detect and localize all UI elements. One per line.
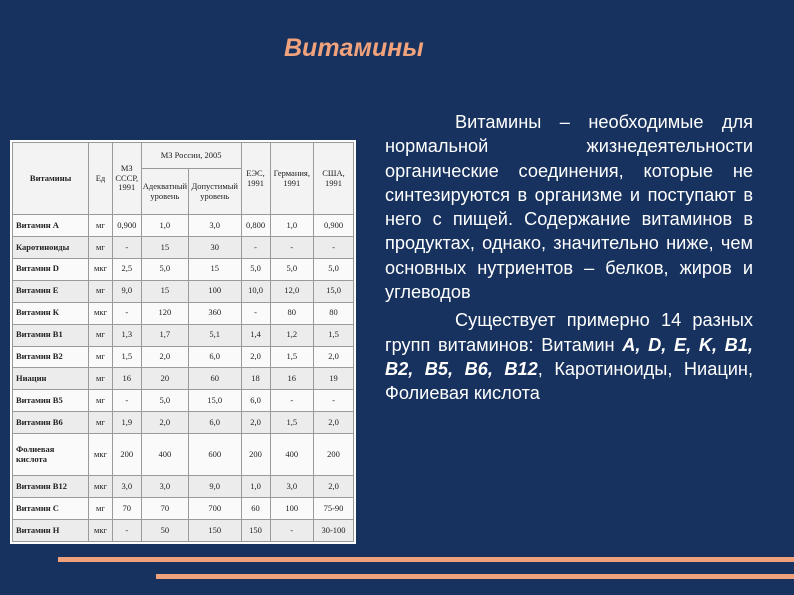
cell-germany: 400 (270, 434, 314, 476)
cell-eec: 1,0 (241, 476, 270, 498)
cell-allowed: 15,0 (188, 390, 241, 412)
cell-ussr: 1,9 (112, 412, 141, 434)
cell-unit: мг (89, 390, 113, 412)
cell-name: Витамин Н (13, 519, 89, 541)
cell-unit: мг (89, 236, 113, 258)
cell-unit: мкг (89, 258, 113, 280)
decor-line-top (58, 557, 794, 562)
cell-allowed: 3,0 (188, 215, 241, 237)
cell-adequate: 1,7 (141, 324, 188, 346)
cell-adequate: 70 (141, 497, 188, 519)
header-germany: Германия, 1991 (270, 143, 314, 215)
cell-ussr: - (112, 236, 141, 258)
cell-adequate: 400 (141, 434, 188, 476)
cell-ussr: - (112, 390, 141, 412)
header-allowed: Допустимый уровень (188, 169, 241, 215)
groups-rest: , Каротиноиды, Ниацин, Фолиевая кислота (385, 358, 754, 404)
cell-adequate: 5,0 (141, 390, 188, 412)
cell-allowed: 100 (188, 280, 241, 302)
cell-allowed: 150 (188, 519, 241, 541)
header-adequate: Адекватный уровень (141, 169, 188, 215)
cell-usa: 2,0 (314, 412, 354, 434)
cell-name: Витамин D (13, 258, 89, 280)
cell-ussr: 1,5 (112, 346, 141, 368)
cell-germany: - (270, 236, 314, 258)
paragraph-groups (385, 308, 753, 405)
cell-unit: мкг (89, 476, 113, 498)
cell-germany: 100 (270, 497, 314, 519)
cell-eec: 2,0 (241, 412, 270, 434)
cell-name: Витамин В1 (13, 324, 89, 346)
table-row (13, 412, 354, 434)
cell-allowed: 9,0 (188, 476, 241, 498)
cell-eec: 200 (241, 434, 270, 476)
cell-unit: мг (89, 346, 113, 368)
cell-name: Фолиевая кислота (13, 434, 89, 476)
cell-name: Витамин В12 (13, 476, 89, 498)
slide-title: Витамины (284, 34, 424, 62)
cell-name: Ниацин (13, 368, 89, 390)
cell-name: Витамин Е (13, 280, 89, 302)
cell-germany: - (270, 390, 314, 412)
cell-unit: мг (89, 497, 113, 519)
vitamins-table-image (10, 140, 356, 544)
cell-allowed: 30 (188, 236, 241, 258)
table-row (13, 302, 354, 324)
cell-usa: 2,0 (314, 346, 354, 368)
cell-eec: 2,0 (241, 346, 270, 368)
cell-eec: 150 (241, 519, 270, 541)
cell-adequate: 1,0 (141, 215, 188, 237)
cell-adequate: 50 (141, 519, 188, 541)
cell-usa: 2,0 (314, 476, 354, 498)
cell-ussr: 16 (112, 368, 141, 390)
cell-germany: 1,5 (270, 346, 314, 368)
cell-usa: 1,5 (314, 324, 354, 346)
cell-ussr: 0,900 (112, 215, 141, 237)
cell-unit: мг (89, 280, 113, 302)
cell-eec: - (241, 236, 270, 258)
cell-usa: 30-100 (314, 519, 354, 541)
cell-name: Витамин К (13, 302, 89, 324)
cell-allowed: 700 (188, 497, 241, 519)
table-row (13, 324, 354, 346)
cell-eec: 18 (241, 368, 270, 390)
cell-germany: 1,0 (270, 215, 314, 237)
cell-allowed: 360 (188, 302, 241, 324)
header-unit: Ед (89, 143, 113, 215)
vitamins-table-body (13, 215, 354, 542)
cell-name: Витамин В5 (13, 390, 89, 412)
cell-ussr: 2,5 (112, 258, 141, 280)
header-russia-2005: МЗ России, 2005 (141, 143, 241, 169)
cell-germany: 5,0 (270, 258, 314, 280)
cell-name: Витамин В2 (13, 346, 89, 368)
cell-eec: 10,0 (241, 280, 270, 302)
cell-ussr: 3,0 (112, 476, 141, 498)
cell-eec: 1,4 (241, 324, 270, 346)
cell-usa: 15,0 (314, 280, 354, 302)
paragraph-definition: Витамины – необходимые для нормальной жизнедеятельности органические соединения, которые не синтезируются в организме и поступают в него с пищей. Содержание витаминов в продуктах, однако, значительно ниже, чем основных нутриентов – белков, жиров и углеводов (385, 112, 753, 303)
table-row (13, 434, 354, 476)
cell-allowed: 15 (188, 258, 241, 280)
cell-eec: - (241, 302, 270, 324)
cell-ussr: - (112, 519, 141, 541)
header-ussr: МЗ СССР, 1991 (112, 143, 141, 215)
cell-germany: 12,0 (270, 280, 314, 302)
groups-intro: Существует примерно 14 разных групп витаминов: Витамин (385, 310, 753, 355)
table-row (13, 390, 354, 412)
cell-germany: - (270, 519, 314, 541)
table-row (13, 258, 354, 280)
cell-allowed: 5,1 (188, 324, 241, 346)
table-row (13, 280, 354, 302)
table-row (13, 519, 354, 541)
header-vitamins: Витамины (13, 143, 89, 215)
cell-usa: - (314, 390, 354, 412)
cell-allowed: 6,0 (188, 412, 241, 434)
table-row (13, 346, 354, 368)
cell-adequate: 15 (141, 236, 188, 258)
cell-allowed: 60 (188, 368, 241, 390)
cell-usa: 0,900 (314, 215, 354, 237)
cell-germany: 16 (270, 368, 314, 390)
table-row (13, 236, 354, 258)
cell-adequate: 120 (141, 302, 188, 324)
cell-adequate: 2,0 (141, 346, 188, 368)
cell-eec: 60 (241, 497, 270, 519)
table-row (13, 476, 354, 498)
cell-unit: мг (89, 215, 113, 237)
table-row (13, 497, 354, 519)
cell-allowed: 600 (188, 434, 241, 476)
cell-eec: 6,0 (241, 390, 270, 412)
cell-ussr: - (112, 302, 141, 324)
vitamin-list: A, D, E, K, B1, B2, B5, B6, B12 (385, 334, 753, 379)
decor-line-bottom (156, 574, 794, 579)
cell-ussr: 70 (112, 497, 141, 519)
cell-adequate: 3,0 (141, 476, 188, 498)
table-row (13, 215, 354, 237)
table-row (13, 368, 354, 390)
header-eec: ЕЭС, 1991 (241, 143, 270, 215)
cell-unit: мкг (89, 434, 113, 476)
cell-allowed: 6,0 (188, 346, 241, 368)
cell-usa: 75-90 (314, 497, 354, 519)
cell-adequate: 15 (141, 280, 188, 302)
cell-usa: 80 (314, 302, 354, 324)
cell-name: Витамин А (13, 215, 89, 237)
cell-unit: мг (89, 368, 113, 390)
cell-unit: мкг (89, 519, 113, 541)
cell-name: Витамин В6 (13, 412, 89, 434)
cell-germany: 1,5 (270, 412, 314, 434)
cell-germany: 1,2 (270, 324, 314, 346)
cell-eec: 5,0 (241, 258, 270, 280)
cell-germany: 80 (270, 302, 314, 324)
description-text (385, 110, 753, 406)
cell-unit: мг (89, 324, 113, 346)
cell-adequate: 20 (141, 368, 188, 390)
cell-usa: 5,0 (314, 258, 354, 280)
cell-ussr: 200 (112, 434, 141, 476)
cell-unit: мг (89, 412, 113, 434)
cell-germany: 3,0 (270, 476, 314, 498)
cell-usa: 19 (314, 368, 354, 390)
cell-ussr: 9,0 (112, 280, 141, 302)
cell-usa: 200 (314, 434, 354, 476)
cell-name: Каротиноиды (13, 236, 89, 258)
cell-ussr: 1,3 (112, 324, 141, 346)
cell-name: Витамин С (13, 497, 89, 519)
header-usa: США, 1991 (314, 143, 354, 215)
cell-eec: 0,800 (241, 215, 270, 237)
cell-usa: - (314, 236, 354, 258)
cell-adequate: 5,0 (141, 258, 188, 280)
vitamins-table (12, 142, 354, 542)
cell-adequate: 2,0 (141, 412, 188, 434)
cell-unit: мкг (89, 302, 113, 324)
